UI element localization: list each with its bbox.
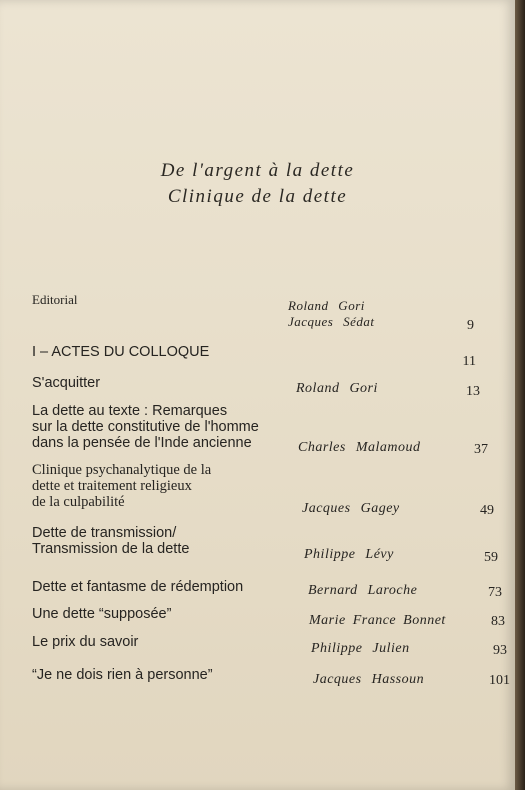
toc-entry-title [32, 579, 243, 595]
toc-entry-author: Philippe Julien [311, 641, 410, 656]
toc-section-page: 11 [462, 354, 476, 369]
toc-entry-author: Jacques Hassoun [313, 672, 425, 687]
toc-entry-page: 93 [493, 643, 507, 658]
toc-entry-title-line: Le prix du savoir [32, 634, 139, 650]
toc-entry-title-line: de la culpabilité [32, 494, 125, 510]
toc-entry-title-line: Une dette “supposée” [32, 606, 172, 622]
toc-editorial-label: Editorial [32, 292, 78, 307]
toc-entry-author: Charles Malamoud [298, 440, 421, 455]
toc-entry-title-line: Dette et fantasme de rédemption [32, 579, 244, 595]
toc-entry-title [32, 525, 189, 557]
toc-entry-title [32, 462, 211, 510]
toc-editorial-page: 9 [467, 318, 474, 333]
toc-entry-author: Marie France Bonnet [309, 613, 446, 628]
toc-entry-title [32, 403, 259, 451]
toc-entry-title [32, 667, 213, 683]
toc-entry-title [32, 606, 171, 622]
toc-entry-author: Philippe Lévy [304, 547, 394, 562]
toc-entry-title-line: S'acquitter [32, 375, 101, 391]
toc-entry-page: 101 [489, 673, 510, 688]
toc-entry-author: Roland Gori [296, 381, 378, 396]
toc-entry-title-line: dette et traitement religieux [32, 478, 192, 494]
toc-entry-author: Bernard Laroche [308, 583, 418, 598]
toc-entry-page: 73 [488, 585, 502, 600]
toc-editorial-author-1: Roland Gori [288, 298, 365, 313]
toc-entry-title-line: “Je ne dois rien à personne” [32, 667, 213, 683]
toc-entry-title [32, 634, 138, 650]
toc-editorial-author-2: Jacques Sédat [288, 314, 375, 329]
toc-entry-title-line: Clinique psychanalytique de la [32, 462, 212, 478]
toc-entry-title-line: Transmission de la dette [32, 541, 190, 557]
toc-entry-page: 83 [491, 614, 505, 629]
toc-entry-page: 13 [466, 384, 480, 399]
toc-entry-title-line: sur la dette constitutive de l'homme [32, 419, 259, 435]
toc-entry-title-line: La dette au texte : Remarques [32, 403, 228, 419]
page-title-line-2: Clinique de la dette [167, 186, 348, 207]
toc-entry-page: 59 [484, 550, 498, 565]
toc-entry-author: Jacques Gagey [302, 501, 400, 516]
page-edge-shadow [515, 0, 525, 790]
toc-entry-page: 37 [474, 442, 488, 457]
toc-entry-page: 49 [480, 503, 494, 518]
toc-entry-title-line: Dette de transmission/ [32, 525, 177, 541]
toc-section-heading: I – ACTES DU COLLOQUE [32, 344, 210, 360]
toc-entry-title-line: dans la pensée de l'Inde ancienne [32, 435, 252, 451]
page-title-line-1: De l'argent à la dette [160, 160, 355, 181]
toc-entry-title [32, 375, 100, 391]
